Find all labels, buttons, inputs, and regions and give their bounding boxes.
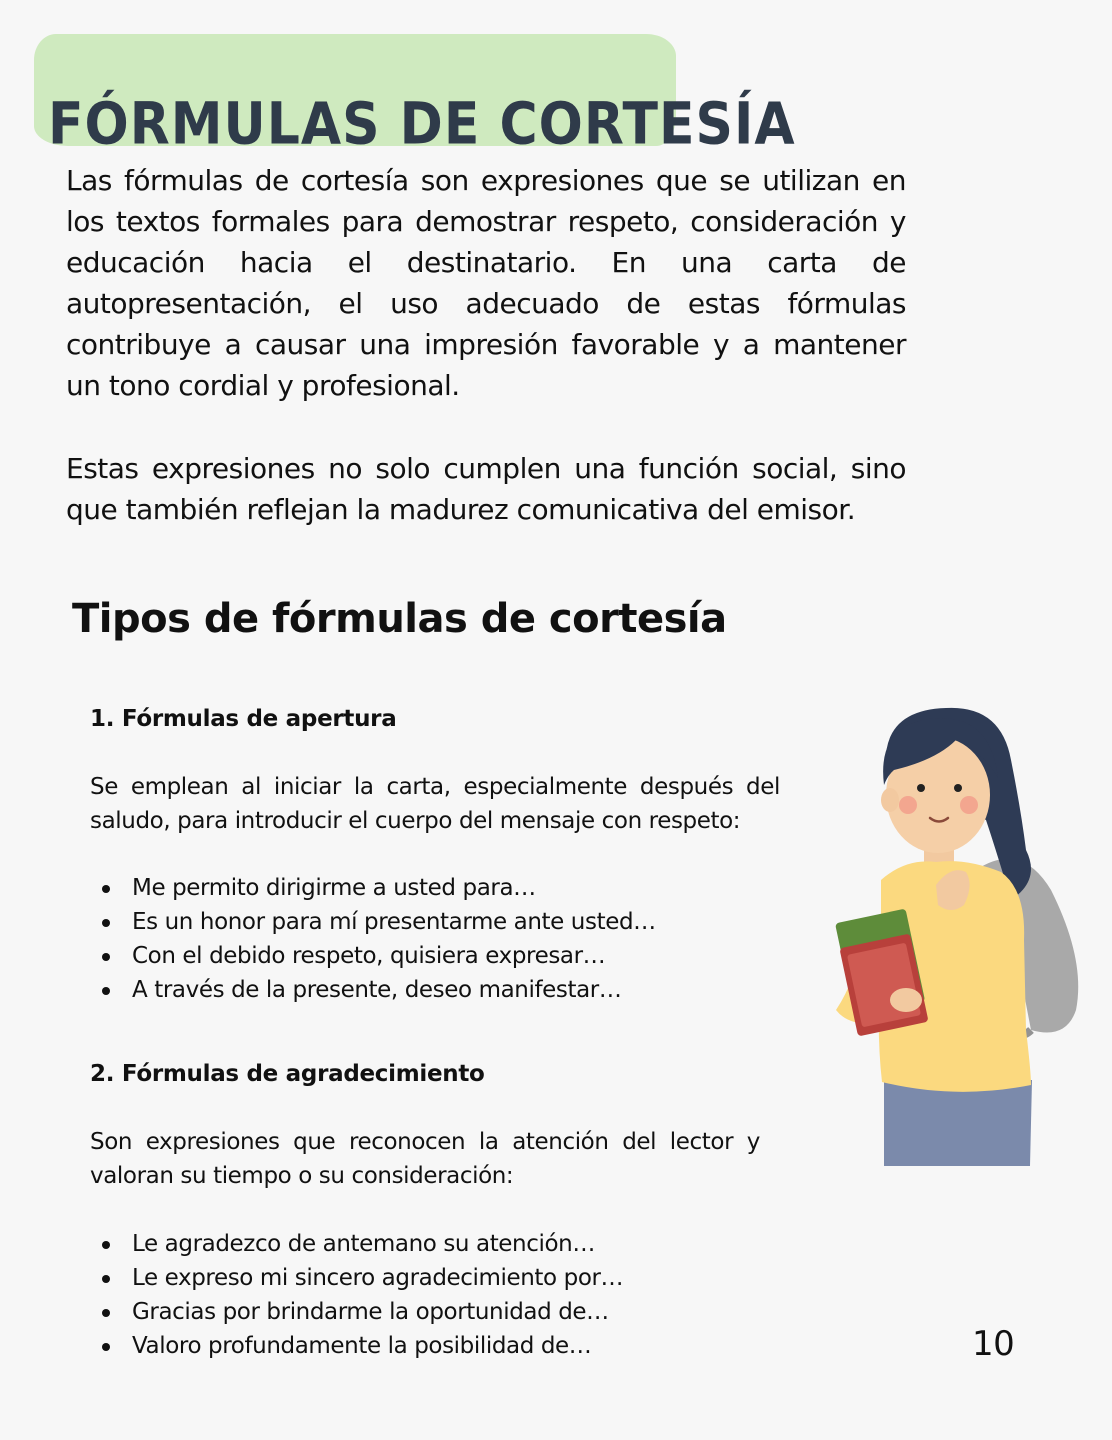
type-heading-apertura: 1. Fórmulas de apertura: [90, 706, 397, 732]
type-description-apertura: Se emplean al iniciar la carta, especialmente después del saludo, para introducir el cuerpo del mensaje con respeto:: [90, 774, 780, 834]
list-item: Es un honor para mí presentarme ante usted…: [90, 905, 656, 939]
type-heading-agradecimiento: 2. Fórmulas de agradecimiento: [90, 1061, 485, 1087]
list-item: Le expreso mi sincero agradecimiento por…: [90, 1261, 623, 1295]
list-item: A través de la presente, deseo manifestar…: [90, 973, 656, 1007]
intro-paragraph-2: Estas expresiones no solo cumplen una función social, sino que también reflejan la madurez comunicativa del emisor.: [66, 452, 906, 526]
list-item: Gracias por brindarme la oportunidad de…: [90, 1295, 623, 1329]
page-title: FÓRMULAS DE CORTESÍA: [48, 90, 796, 159]
list-item: Le agradezco de antemano su atención…: [90, 1227, 623, 1261]
examples-list-agradecimiento: [90, 1227, 623, 1363]
list-item: Valoro profundamente la posibilidad de…: [90, 1329, 623, 1363]
page-number: 10: [972, 1324, 1015, 1364]
type-description-agradecimiento: Son expresiones que reconocen la atención del lector y valoran su tiempo o su consideración:: [90, 1129, 760, 1189]
list-item: Me permito dirigirme a usted para…: [90, 871, 656, 905]
student-with-books-illustration: [826, 700, 1096, 1170]
list-item: Con el debido respeto, quisiera expresar…: [90, 939, 656, 973]
examples-list-apertura: [90, 871, 656, 1007]
section-title: Tipos de fórmulas de cortesía: [72, 596, 727, 642]
intro-paragraph-1: Las fórmulas de cortesía son expresiones que se utilizan en los textos formales para demostrar respeto, consideración y educación hacia el destinatario. En una carta de autopresentación, el uso adecuado de estas fórmulas contribuye a causar una impresión favorable y a mantener un tono cordial y profesional.: [66, 164, 906, 402]
